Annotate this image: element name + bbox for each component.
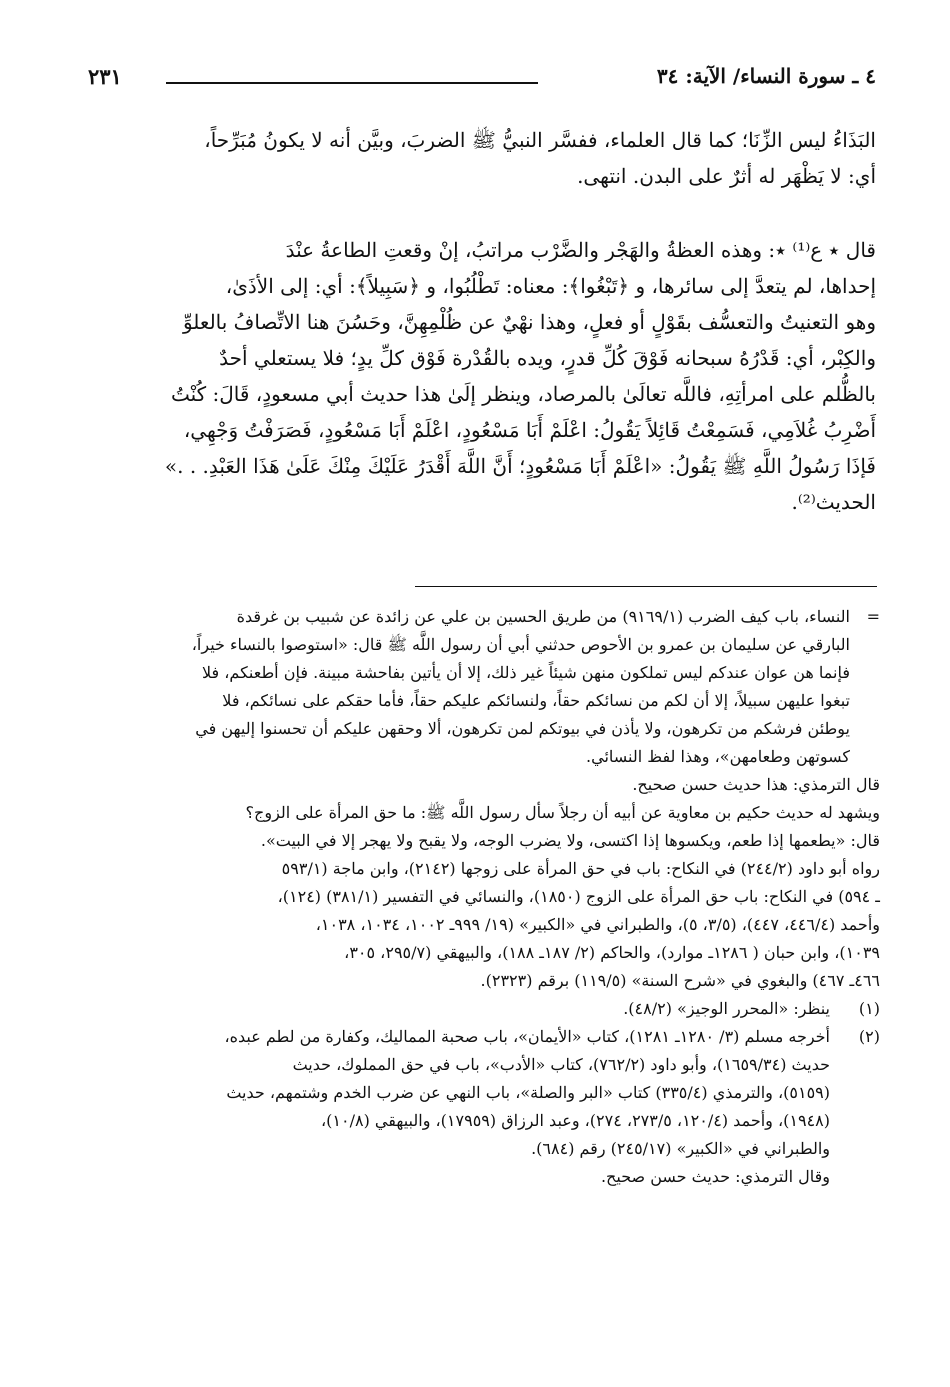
footnote-1 [100, 995, 880, 1023]
footnote-line: ويشهد له حديث حكيم بن معاوية عن أبيه أن رجلاً سأل رسول اللَّه ﷺ: ما حق المرأة على الزوج؟ [245, 803, 880, 822]
text-line: الحديث⁽²⁾. [791, 490, 876, 514]
footnote-line: فإنما هن عوان عندكم ليس تملكون منهن شيئاً غير ذلك، إلا أن يأتين بفاحشة مبينة. فإن أطعنكم، فلا [201, 663, 850, 682]
text-line: بالظُّلم على امرأتِهِ، فاللَّه تعالَىٰ بالمرصاد، وينظر إلَىٰ هذا حديث أبي مسعودٍ، قَالَ: كُنْتُ [170, 382, 876, 406]
footnote-line: حديث (١٦٥٩/٣٤)، وأبو داود (٧٦٢/٢)، كتاب «الأدب»، باب في حق المملوك، حديث [292, 1055, 830, 1074]
main-text [100, 122, 876, 520]
footnote-line: ١٠٣٩)، وابن حبان ( ١٢٨٦ـ موارد)، والحاكم (٢/ ١٨٧ـ ١٨٨)، والبيهقي (٢٩٥/٧، ٣٠٥، [344, 943, 880, 962]
footnote-2 [100, 1023, 880, 1191]
text-line: أي: لا يَظْهَر له أثرٌ على البدن. انتهى. [577, 164, 876, 188]
footnote-line: البارقي عن سليمان بن عمرو بن الأحوص حدثني أبي أن رسول اللَّه ﷺ قال: «استوصوا بالنساء خيراً، [191, 635, 850, 654]
footnote-line: ٤٦٦ـ ٤٦٧) والبغوي في «شرح السنة» (١١٩/٥) برقم (٢٣٢٣). [480, 971, 880, 990]
chapter-title: ٤ ـ سورة النساء/ الآية: ٣٤ [656, 64, 876, 88]
header-rule [166, 82, 538, 84]
text-line: أَضْرِبُ غُلاَمِي، فَسَمِعْتُ قَائِلاً يَقُولُ: اعْلَمْ أَبَا مَسْعُودٍ، اعْلَمْ أَبَا مَسْعُودٍ، فَصَرَفْتُ وَجْهِي، [183, 418, 876, 442]
page-number: ٢٣١ [88, 64, 122, 89]
footnotes [100, 603, 880, 1191]
footnote-line: النساء، باب كيف الضرب (٩١٦٩/١) من طريق الحسين بن علي عن زائدة عن شبيب بن غرقدة [236, 607, 850, 626]
footnote-line: أخرجه مسلم (٣/ ١٢٨٠ـ ١٢٨١)، كتاب «الأيمان»، باب صحبة المماليك، وكفارة من لطم عبده، [224, 1027, 830, 1046]
tirmidhi-note: قال الترمذي: هذا حديث حسن صحيح. [632, 775, 880, 794]
text-line: والكِبْر، أي: قَدْرُهُ سبحانه فَوْقَ كُلِّ قدرٍ، ويده بالقُدْرة فَوْق كلِّ يدٍ؛ فلا يستعلي أحدٌ [219, 346, 876, 370]
text-line: فَإذَا رَسُولُ اللَّهِ ﷺ يَقُولُ: «اعْلَمْ أَبَا مَسْعُودٍ؛ أَنَّ اللَّهَ أَقْدَرُ عَلَيْكَ مِنْكَ عَلَىٰ هَذَا العَبْدِ. . .» [164, 454, 876, 478]
footnote-number: (٢) [858, 1027, 880, 1046]
footnote-line: وقال الترمذي: حديث حسن صحيح. [600, 1167, 830, 1186]
footnote-line: قال: «يطعمها إذا طعم، ويكسوها إذا اكتسى، ولا يضرب الوجه، ولا يقبح ولا يهجر إلا في البيت». [260, 831, 880, 850]
paragraph-gap [100, 194, 876, 232]
footnote-line: كسوتهن وطعامهن»، وهذا لفظ النسائي. [586, 747, 850, 766]
footnote-line: تبغوا عليهن سبيلاً، إلا أن لكم من نسائكم حقاً، ولنسائكم عليكم حقاً، فأما حقكم على نسائكم، فلا [222, 691, 850, 710]
text-line: إحداها، لم يتعدَّ إلى سائرها، و ﴿تَبْغُوا﴾: معناه: تَطْلُبُوا، و ﴿سَبِيلاً﴾: أي: إلى الأذَىٰ، [225, 274, 876, 298]
footnote-line: (١٩٤٨)، وأحمد (١٢٠/٤، ٢٧٣/٥، ٢٧٤)، وعبد الرزاق (١٧٩٥٩)، والبيهقي (١٠/٨)، [321, 1111, 830, 1130]
page-header [88, 58, 876, 98]
footnote-line: وأحمد (٤٤٦/٤، ٤٤٧)، (٣/٥، ٥)، والطبراني في «الكبير» (١٩/ ٩٩٩ـ ١٠٠٢، ١٠٣٤، ١٠٣٨، [315, 915, 880, 934]
footnote-line: رواه أبو داود (٢٤٤/٢) في النكاح: باب في حق المرأة على زوجها (٢١٤٢)، وابن ماجة (٥٩٣/١ [281, 859, 880, 878]
footnote-separator [415, 586, 877, 587]
footnote-line: يوطئن فرشكم من تكرهون، ولا يأذن في بيوتكم لمن تكرهون، ألا وحقهن عليكم أن تحسنوا إليهن في [195, 719, 850, 738]
footnote-line: ـ ٥٩٤) في النكاح: باب حق المرأة على الزوج (١٨٥٠)، والنسائي في التفسير (٣٨١/١) (١٢٤)، [277, 887, 880, 906]
text-line: البَذَاءُ ليس الزِّنَا؛ كما قال العلماء، ففسَّر النبيُّ ﷺ الضربَ، وبيَّن أنه لا يكونُ مُبَرِّحاً، [204, 128, 876, 152]
footnote-line: ينظر: «المحرر الوجيز» (٤٨/٢). [623, 999, 830, 1018]
footnote-number: (١) [858, 999, 880, 1018]
text-line: قال ٭ ع⁽¹⁾ ٭: وهذه العظةُ والهَجْر والضَّرْب مراتبُ، إنْ وقعتِ الطاعةُ عنْدَ [285, 238, 876, 262]
footnote-line: (٥١٥٩)، والترمذي (٣٣٥/٤) كتاب «البر والصلة»، باب النهي عن ضرب الخدم وشتمهم، حديث [226, 1083, 830, 1102]
continuation-marker: = [866, 607, 880, 626]
footnote-line: والطبراني في «الكبير» (٢٤٥/١٧) رقم (٦٨٤). [531, 1139, 830, 1158]
footnote-continuation [100, 603, 880, 771]
text-line: وهو التعنيتُ والتعسُّف بقَوْلٍ أو فعلٍ، وهذا نهْيٌ عن ظُلْمِهِنَّ، وحَسُنَ هنا الاتِّصافُ بالعلوِّ [182, 310, 876, 334]
